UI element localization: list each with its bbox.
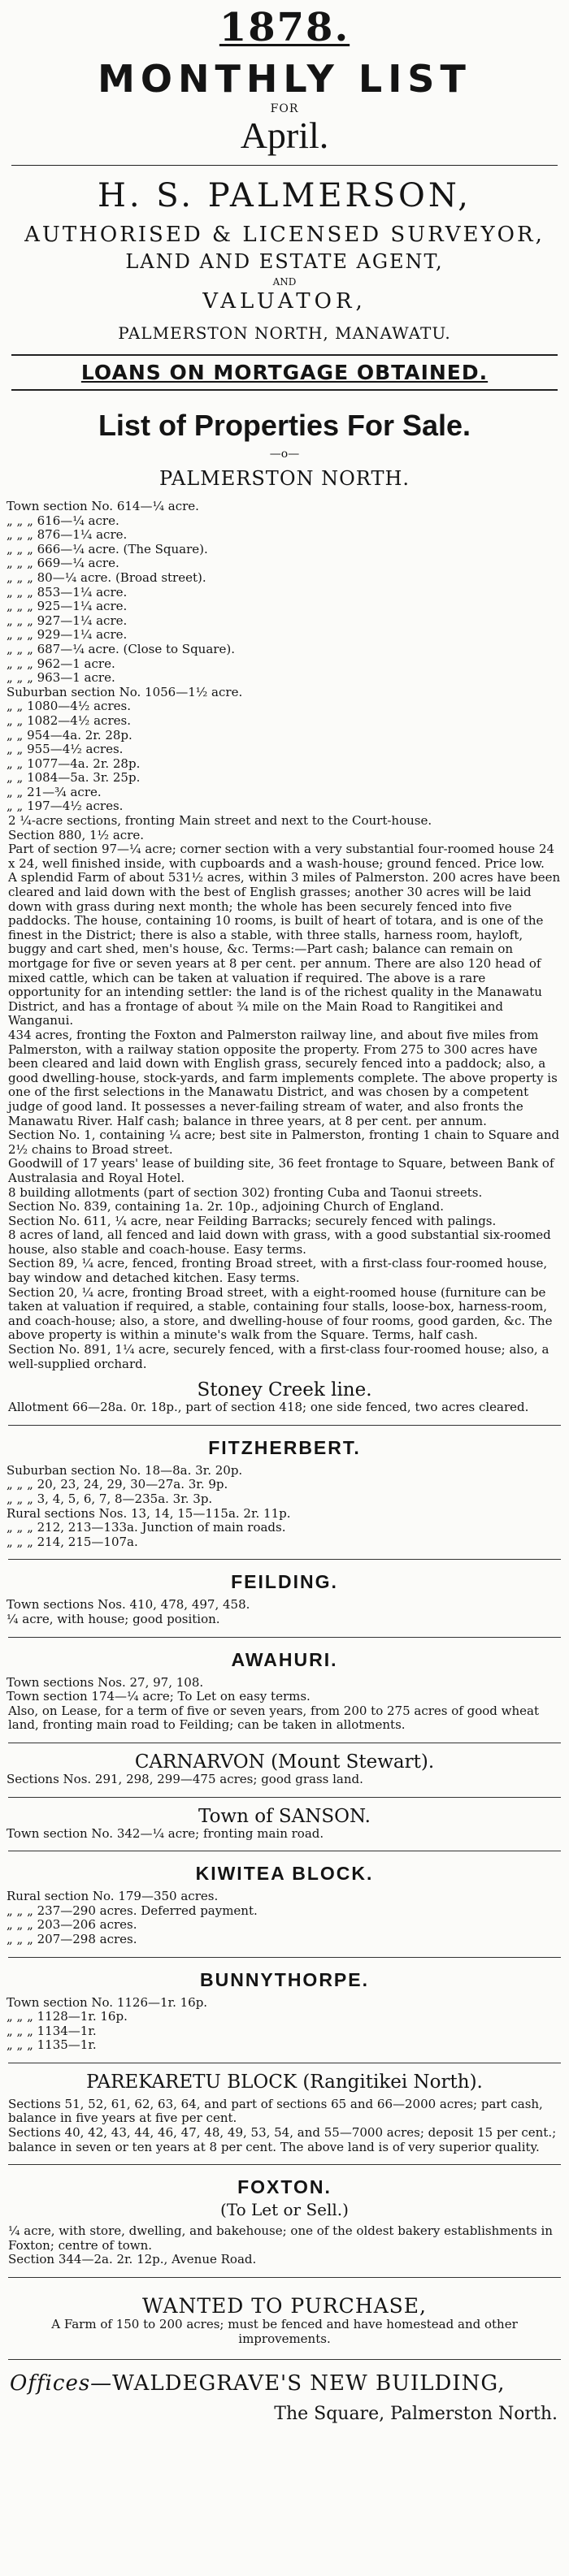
property-entry: 434 acres, fronting the Foxton and Palmerston railway line, and about five miles from Palmerston, with a railway station opposite the property. From 275 to 300 acres have been cleared and laid down with English grass, securely fenced into a paddock; also, a good dwelling-house, stock-yards, and farm implements complete. The above property is one of the first selections in the Manawatu District, and was chosen by a competent judge of good land. It possesses a never-failing stream of water, and also fronts the Manawatu River. Half cash; balance in three years, at 8 per cent. per annum. (8, 1027, 558, 1128)
wanted-text: A Farm of 150 to 200 acres; must be fenced and have homestead and other improvements. (51, 2317, 518, 2346)
list-item: „ „ „ 3, 4, 5, 6, 7, 8—235a. 3r. 3p. (7, 1491, 213, 1506)
property-entry: Part of section 97—¼ acre; corner section with a very substantial four-roomed house 24 x 24, well finished inside, with cupboards and a wash-house; ground fenced. Price low. (8, 842, 555, 871)
list-item: „ „ 1077—4a. 2r. 28p. (7, 755, 141, 771)
section-heading-feilding: FEILDING. (231, 1571, 338, 1593)
list-item: „ „ „ 687—¼ acre. (Close to Square). (7, 641, 235, 656)
list-item: Sections Nos. 291, 298, 299—475 acres; good grass land. (7, 1771, 363, 1786)
list-item: „ „ „ 237—290 acres. Deferred payment. (7, 1903, 258, 1918)
section-heading-kiwitea: KIWITEA BLOCK. (195, 1863, 374, 1885)
suburban-sections-list (0, 686, 569, 814)
foxton-subheading: (To Let or Sell.) (220, 2200, 349, 2220)
property-entry: 8 acres of land, all fenced and laid down with grass, with a good substantial six-roomed house, also stable and coach-house. Easy terms. (8, 1227, 551, 1257)
list-item: „ „ 197—4½ acres. (7, 799, 124, 814)
list-item: Suburban section No. 18—8a. 3r. 20p. (7, 1462, 243, 1478)
list-item: „ „ „ 669—¼ acre. (7, 556, 119, 571)
section-heading-palmerston: PALMERSTON NORTH. (159, 467, 410, 490)
property-entry: Section 880, 1½ acre. (8, 827, 145, 842)
divider (8, 1425, 561, 1426)
list-item: „ „ „ 853—1¼ acre. (7, 584, 128, 600)
wanted-heading: WANTED TO PURCHASE, (142, 2294, 427, 2318)
property-entry: Sections 51, 52, 61, 62, 63, 64, and part of sections 65 and 66—2000 acres; part cash, balance in five years at five per cent. (8, 2096, 543, 2126)
section-heading-fitzherbert: FITZHERBERT. (208, 1436, 361, 1458)
bunnythorpe-list (0, 1996, 569, 2053)
property-entry: Section No. 1, containing ¼ acre; best site in Palmerston, fronting 1 chain to Square and 2½ chains to Broad street. (8, 1128, 560, 1157)
list-item: Town section No. 1126—1r. 16p. (7, 1994, 208, 2010)
divider (8, 1637, 561, 1638)
property-entry: 2 ¼-acre sections, fronting Main street and next to the Court-house. (8, 813, 432, 829)
list-item: Town sections Nos. 410, 478, 497, 458. (7, 1597, 250, 1613)
list-title: List of Properties For Sale. (98, 409, 471, 442)
list-item: „ „ 1084—5a. 3r. 25p. (7, 770, 141, 786)
for-label: FOR (270, 102, 299, 115)
kiwitea-list (0, 1890, 569, 1946)
section-heading-parekaretu: PAREKARETU BLOCK (Rangitikei North). (86, 2071, 483, 2093)
list-item: „ „ 954—4a. 2r. 28p. (7, 727, 132, 742)
property-entry: Section No. 839, containing 1a. 2r. 10p., adjoining Church of England. (8, 1199, 445, 1214)
divider (8, 2359, 561, 2360)
year-heading: 1878. (219, 5, 350, 50)
offices-label: Offices— (10, 2371, 113, 2396)
property-entry: 8 building allotments (part of section 302) fronting Cuba and Taonui streets. (8, 1184, 483, 1200)
list-item: „ „ „ 20, 23, 24, 29, 30—27a. 3r. 9p. (7, 1477, 228, 1492)
list-item: Town section 174—¼ acre; To Let on easy terms. (7, 1689, 311, 1704)
business-line-valuator: VALUATOR, (202, 289, 367, 314)
feilding-list (0, 1598, 569, 1626)
list-item: Town section No. 342—¼ acre; fronting main road. (7, 1825, 324, 1841)
business-location: PALMERSTON NORTH, MANAWATU. (118, 323, 451, 343)
list-item: Town sections Nos. 27, 97, 108. (7, 1674, 204, 1690)
property-entry: A splendid Farm of about 531½ acres, within 3 miles of Palmerston. 200 acres have been cleared and laid down with the best of English grasses; another 30 acres will be laid down with grass during next month; the whole has been securely fenced into five paddocks. The house, containing 10 rooms, is built of heart of totara, and is one of the finest in the District; there is also a stable, with three stalls, harness room, hayloft, buggy and cart shed, men's house, &c. Terms:—Part cash; balance can remain on mortgage for five or seven years at 8 per cent. per annum. There are also 120 head of mixed cattle, which can be taken at valuation if required. The above is a rare opportunity for an intending settler: the land is of the richest quality in the Manawatu District, and has a frontage of about ¾ mile on the Main Road to Rangitikei and Wanganui. (8, 870, 561, 1028)
list-item: ¼ acre, with house; good position. (7, 1611, 220, 1626)
month-heading: April. (240, 115, 329, 156)
section-heading-awahuri: AWAHURI. (231, 1648, 338, 1670)
divider (8, 1957, 561, 1958)
list-item: „ „ 1082—4½ acres. (7, 712, 131, 728)
section-heading-carnarvon: CARNARVON (Mount Stewart). (134, 1751, 435, 1773)
list-item: „ „ „ 1134—1r. (7, 2023, 97, 2038)
list-item: „ „ „ 207—298 acres. (7, 1931, 137, 1946)
property-entry: Goodwill of 17 years' lease of building site, 36 feet frontage to Square, between Bank of Australasia and Royal Hotel. (8, 1156, 554, 1185)
property-entry: Also, on Lease, for a term of five or seven years, from 200 to 275 acres of good wheat land, fronting main road to Feilding; can be taken in allotments. (8, 1703, 539, 1733)
section-heading-foxton: FOXTON. (237, 2176, 332, 2198)
business-line-surveyor: AUTHORISED & LICENSED SURVEYOR, (24, 223, 545, 247)
list-item: „ „ „ 203—206 acres. (7, 1917, 137, 1933)
list-item: „ „ „ 1128—1r. 16p. (7, 2009, 128, 2024)
foxton-list (0, 2224, 569, 2267)
list-item: „ „ „ 925—1¼ acre. (7, 599, 128, 614)
list-item: „ „ „ 876—1¼ acre. (7, 527, 128, 543)
divider (8, 2277, 561, 2278)
fitzherbert-list (0, 1464, 569, 1550)
offices-line (10, 2371, 559, 2396)
ornament: —o— (269, 448, 300, 461)
list-item: „ „ „ 80—¼ acre. (Broad street). (7, 569, 206, 585)
property-entry: Section No. 891, 1¼ acre, securely fenced, with a first-class four-roomed house; also, a well-supplied orchard. (8, 1342, 549, 1371)
business-name: H. S. PALMERSON, (97, 177, 472, 214)
offices-address: The Square, Palmerston North. (274, 2404, 558, 2425)
list-item: „ „ „ 214, 215—107a. (7, 1534, 138, 1549)
list-item: „ „ „ 963—1 acre. (7, 670, 115, 686)
business-line-agent: LAND AND ESTATE AGENT, (125, 250, 444, 273)
property-entry: Allotment 66—28a. 0r. 18p., part of section 418; one side fenced, two acres cleared. (8, 1400, 529, 1415)
property-entry: Section No. 611, ¼ acre, near Feilding Barracks; securely fenced with palings. (8, 1213, 497, 1228)
awahuri-list (0, 1676, 569, 1733)
divider (8, 2164, 561, 2165)
list-item: „ „ „ 962—1 acre. (7, 656, 115, 671)
property-entry: Section 344—2a. 2r. 12p., Avenue Road. (8, 2252, 257, 2267)
loans-text: LOANS ON MORTGAGE OBTAINED. (80, 361, 489, 384)
property-entry: Section 89, ¼ acre, fenced, fronting Broad street, with a first-class four-roomed house, bay window and detached kitchen. Easy terms. (8, 1256, 548, 1286)
loans-banner (11, 354, 558, 391)
property-entry: ¼ acre, with store, dwelling, and bakehouse; one of the oldest bakery establishments in Foxton; centre of town. (8, 2223, 553, 2253)
list-item: Town section No. 614—¼ acre. (7, 499, 199, 513)
list-item: „ „ 955—4½ acres. (7, 742, 124, 757)
list-item: „ „ 1080—4½ acres. (7, 699, 131, 714)
property-entry: Sections 40, 42, 43, 44, 46, 47, 48, 49, 53, 54, and 55—7000 acres; deposit 15 per cent.; balance in seven or ten years at 8 per cent. The above land is of very superior quality. (8, 2125, 557, 2154)
property-descriptions (0, 814, 569, 1371)
list-item: Rural sections Nos. 13, 14, 15—115a. 2r. 11p. (7, 1505, 291, 1521)
section-heading-sanson: Town of SANSON. (198, 1805, 371, 1827)
list-item: „ „ „ 616—¼ acre. (7, 513, 119, 528)
section-heading-bunnythorpe: BUNNYTHORPE. (199, 1968, 369, 1990)
town-sections-list (0, 500, 569, 686)
list-item: „ „ 21—¾ acre. (7, 784, 102, 799)
list-item: „ „ „ 927—1¼ acre. (7, 613, 128, 628)
parekaretu-list (0, 2098, 569, 2154)
monthly-list-title: MONTHLY LIST (98, 57, 471, 101)
list-item: Suburban section No. 1056—1½ acre. (7, 684, 243, 699)
property-entry: Section 20, ¼ acre, fronting Broad street, with a eight-roomed house (furniture can be taken at valuation if required, a stable, containing four stalls, loose-box, harness-room, and coach-house; also, a store, and dwelling-house of four rooms, good garden, &c. The above property is within a minute's walk from the Square. Terms, half cash. (8, 1284, 553, 1343)
list-item: „ „ „ 212, 213—133a. Junction of main roads. (7, 1520, 286, 1535)
list-item: „ „ „ 666—¼ acre. (The Square). (7, 541, 208, 556)
divider (8, 1559, 561, 1560)
and-label: AND (272, 276, 297, 288)
divider (11, 165, 558, 166)
list-item: „ „ „ 1135—1r. (7, 2037, 97, 2053)
list-item: Rural section No. 179—350 acres. (7, 1889, 219, 1904)
list-item: „ „ „ 929—1¼ acre. (7, 627, 128, 643)
offices-building: WALDEGRAVE'S NEW BUILDING, (112, 2371, 506, 2396)
divider (8, 1797, 561, 1798)
section-heading-stoney-creek: Stoney Creek line. (197, 1379, 372, 1401)
